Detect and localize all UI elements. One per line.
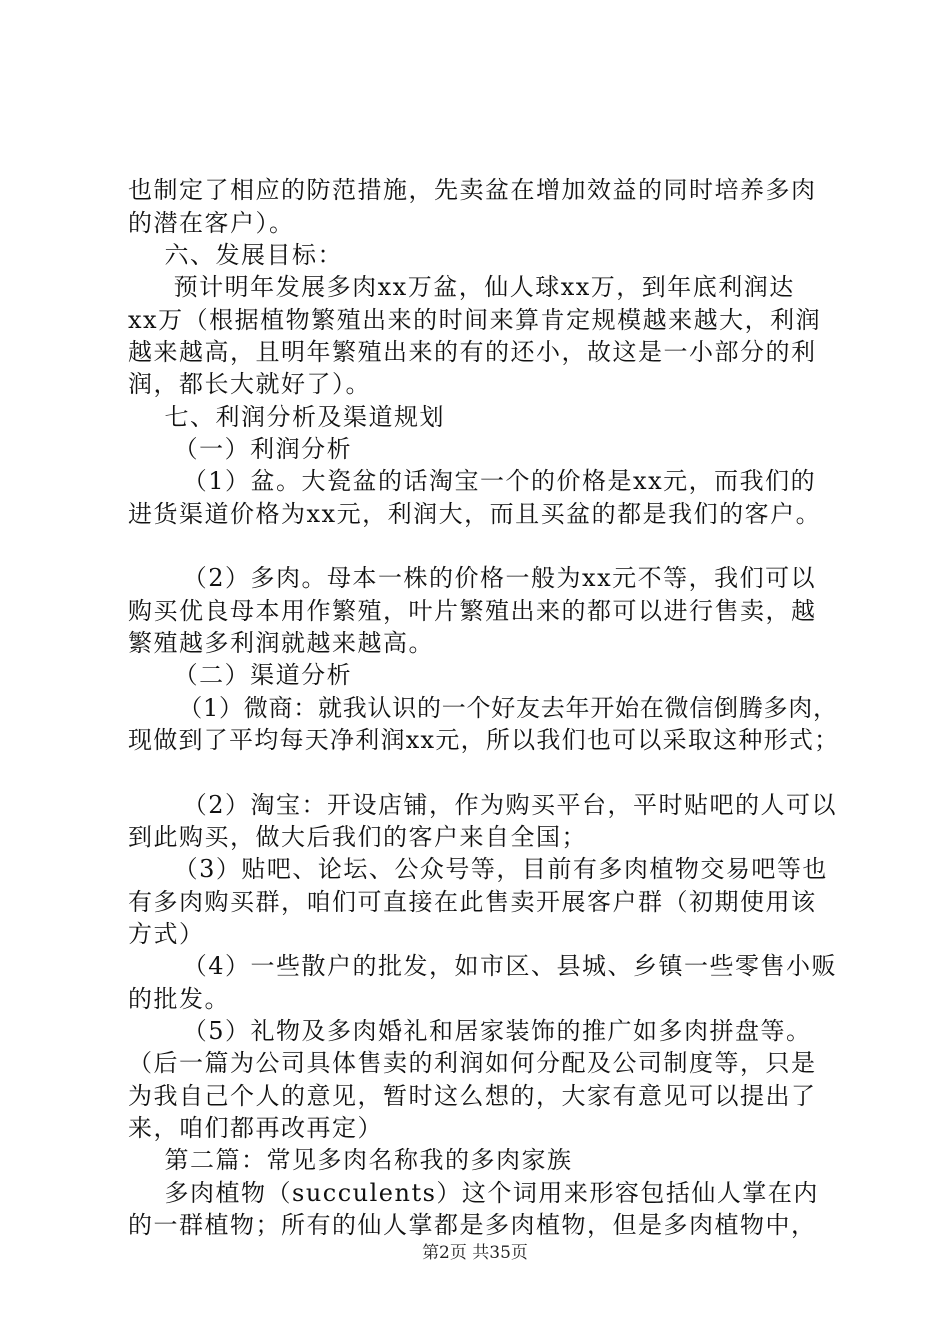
text-line: （1）微商：就我认识的一个好友去年开始在微信倒腾多肉， [128,694,838,722]
text-line: （1）盆。大瓷盆的话淘宝一个的价格是xx元，而我们的 [128,467,817,495]
text-line: 多肉植物（succulents）这个词用来形容包括仙人掌在内 [128,1179,819,1207]
text-line: 润，都长大就好了）。 [128,370,371,398]
text-line: （5）礼物及多肉婚礼和居家装饰的推广如多肉拼盘等。 [128,1017,812,1045]
text-line: （后一篇为公司具体售卖的利润如何分配及公司制度等，只是 [128,1049,817,1077]
text-line: 来，咱们都再改再定） [128,1114,383,1142]
text-line: （一）利润分析 [128,435,353,463]
text-line: 越来越高，且明年繁殖出来的有的还小，故这是一小部分的利 [128,338,817,366]
text-line: 到此购买，做大后我们的客户来自全国； [128,823,587,851]
text-line: xx万（根据植物繁殖出来的时间来算肯定规模越来越大，利润 [128,306,822,334]
text-line: 有多肉购买群，咱们可直接在此售卖开展客户群（初期使用该 [128,888,817,916]
text-line: （2）淘宝：开设店铺，作为购买平台，平时贴吧的人可以 [128,791,838,819]
text-line: 现做到了平均每天净利润xx元，所以我们也可以采取这种形式； [128,726,840,754]
text-line: 繁殖越多利润就越来越高。 [128,629,434,657]
text-line: 七、利润分析及渠道规划 [128,403,446,431]
text-line: （3）贴吧、论坛、公众号等，目前有多肉植物交易吧等也 [128,855,828,883]
text-line: 六、发展目标： [128,241,344,269]
section-heading: 第二篇：常见多肉名称我的多肉家族 [128,1146,573,1174]
text-line: （4）一些散户的批发，如市区、县城、乡镇一些零售小贩 [128,952,838,980]
text-line: 购买优良母本用作繁殖，叶片繁殖出来的都可以进行售卖，越 [128,597,817,625]
text-line: 预计明年发展多肉xx万盆，仙人球xx万，到年底利润达 [128,273,795,301]
text-line: 为我自己个人的意见，暂时这么想的，大家有意见可以提出了 [128,1082,817,1110]
text-line: （二）渠道分析 [128,661,353,689]
text-line: 方式） [128,920,205,948]
text-line: 的一群植物；所有的仙人掌都是多肉植物，但是多肉植物中， [128,1211,817,1239]
text-line: 的潜在客户）。 [128,209,295,237]
text-line: 也制定了相应的防范措施，先卖盆在增加效益的同时培养多肉 [128,176,817,204]
text-line: 的批发。 [128,985,230,1013]
text-line: （2）多肉。母本一株的价格一般为xx元不等，我们可以 [128,564,817,592]
page-number-footer: 第2页 共35页 [422,1243,528,1263]
text-line: 进货渠道价格为xx元，利润大，而且买盆的都是我们的客户。 [128,500,822,528]
